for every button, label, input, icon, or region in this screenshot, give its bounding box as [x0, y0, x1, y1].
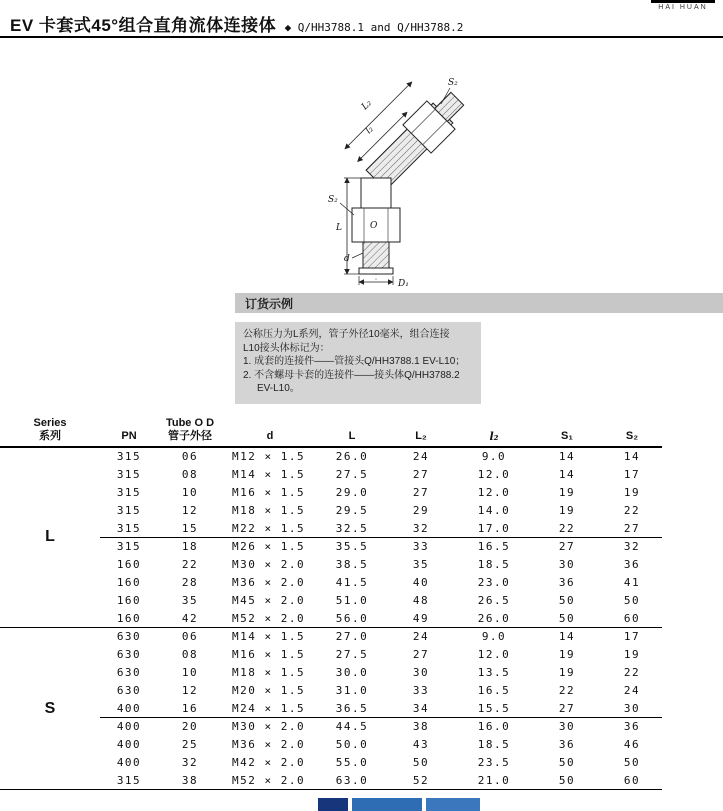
spec-cell: 27.0 [318, 627, 386, 645]
spec-cell: 19 [558, 648, 576, 662]
spec-cell: 06 [181, 450, 199, 464]
spec-row [0, 771, 662, 789]
order-line: 2. 不含螺母卡套的连接件——接头体Q/HH3788.2 [243, 369, 460, 381]
page-title-standards: ◆ Q/HH3788.1 and Q/HH3788.2 [284, 21, 464, 34]
footer-brand-block [352, 798, 422, 811]
spec-cell: 16.5 [456, 537, 532, 555]
spec-cell: 30 [532, 717, 602, 735]
spec-cell: M14 × 1.5 [222, 627, 318, 645]
spec-cell: 18 [158, 537, 222, 555]
spec-cell: 36 [558, 575, 576, 589]
leader-d [352, 253, 363, 258]
spec-cell: 160 [116, 575, 142, 589]
spec-cell: 23.5 [477, 755, 511, 769]
spec-cell: 38.5 [335, 558, 369, 572]
spec-row [0, 447, 662, 466]
spec-cell: 50 [558, 611, 576, 625]
spec-cell: 315 [100, 771, 158, 789]
dim-label-L: L [336, 223, 342, 233]
spec-cell: 315 [116, 468, 142, 482]
spec-cell: M12 × 1.5 [232, 450, 306, 464]
series-label-L: L [0, 447, 100, 627]
col-header-tube-od [158, 417, 222, 447]
spec-cell: 19 [558, 503, 576, 517]
spec-cell: 30 [623, 701, 641, 715]
spec-cell: 315 [116, 521, 142, 535]
brand-name: HAI HUAN [658, 4, 708, 11]
spec-cell: 19 [558, 485, 576, 499]
spec-cell: 400 [116, 755, 142, 769]
spec-cell: 315 [116, 450, 142, 464]
spec-cell: 15 [181, 521, 199, 535]
spec-row [0, 736, 662, 754]
spec-cell: 315 [116, 485, 142, 499]
order-example-header [235, 293, 723, 313]
order-line: 公称压力为L系列，管子外径10毫米，组合连接 [243, 329, 450, 340]
col-header-series-zh: 系列 [39, 430, 61, 442]
spec-cell: 14 [623, 450, 641, 464]
spec-cell: 28 [181, 575, 199, 589]
spec-cell: 26.0 [335, 450, 369, 464]
order-line: L10接头体标记为： [243, 342, 330, 354]
spec-cell: 41.5 [335, 575, 369, 589]
spec-cell: 22 [623, 503, 641, 517]
spec-cell: 31.0 [335, 683, 369, 697]
spec-row [0, 574, 662, 592]
page-title-row [10, 11, 463, 36]
spec-cell: 50 [532, 771, 602, 789]
spec-cell: 35 [181, 593, 199, 607]
spec-cell: 44.5 [318, 717, 386, 735]
spec-cell: 22 [558, 521, 576, 535]
spec-cell: 400 [100, 717, 158, 735]
spec-cell: 25 [181, 738, 199, 752]
spec-cell: 27 [412, 485, 430, 499]
spec-cell: 400 [116, 701, 142, 715]
spec-cell: M30 × 2.0 [232, 558, 306, 572]
col-header-d: d [222, 417, 318, 447]
spec-cell: M14 × 1.5 [232, 468, 306, 482]
spec-cell: 08 [181, 468, 199, 482]
spec-cell: M18 × 1.5 [232, 503, 306, 517]
col-header-S1: S₁ [532, 417, 602, 447]
spec-cell: 32.5 [335, 521, 369, 535]
spec-row [0, 537, 662, 555]
spec-cell: 630 [116, 648, 142, 662]
spec-cell: 160 [116, 611, 142, 625]
spec-cell: 17.0 [477, 521, 511, 535]
footer-brand-blocks [318, 798, 484, 811]
spec-cell: 33 [386, 537, 456, 555]
fitting-drawing [248, 48, 488, 293]
spec-cell: M20 × 1.5 [232, 683, 306, 697]
spec-table-head [0, 417, 662, 447]
spec-cell: 50 [412, 755, 430, 769]
spec-cell: 32 [602, 537, 662, 555]
spec-cell: 50 [558, 755, 576, 769]
spec-cell: 50 [623, 755, 641, 769]
spec-cell: 36.5 [335, 701, 369, 715]
spec-cell: 36 [623, 558, 641, 572]
spec-cell: 15.5 [477, 701, 511, 715]
spec-cell: 24 [623, 683, 641, 697]
spec-cell: 38 [158, 771, 222, 789]
spec-cell: 50 [558, 593, 576, 607]
spec-cell: 46 [623, 738, 641, 752]
spec-cell: 49 [412, 611, 430, 625]
spec-cell: M30 × 2.0 [222, 717, 318, 735]
brand-mark [651, 0, 715, 11]
spec-cell: M45 × 2.0 [232, 593, 306, 607]
spec-cell: 33 [412, 683, 430, 697]
spec-cell: 52 [386, 771, 456, 789]
spec-cell: 19 [558, 665, 576, 679]
order-example-body [235, 322, 481, 404]
spec-cell: 63.0 [318, 771, 386, 789]
spec-cell: 35.5 [318, 537, 386, 555]
spec-cell: 42 [181, 611, 199, 625]
spec-cell: 16.0 [456, 717, 532, 735]
footer-brand-block [426, 798, 480, 811]
order-line: EV-L10。 [257, 383, 300, 394]
spec-cell: 26.0 [477, 611, 511, 625]
dim-label-S1: S₂ [328, 195, 338, 205]
spec-cell: 26.5 [477, 593, 511, 607]
spec-cell: 60 [623, 611, 641, 625]
spec-cell: 50.0 [335, 738, 369, 752]
spec-cell: 315 [116, 503, 142, 517]
dim-label-l2: l₂ [364, 124, 376, 137]
spec-cell: 12 [181, 503, 199, 517]
spec-row [0, 681, 662, 699]
spec-cell: 43 [412, 738, 430, 752]
spec-cell: 19 [623, 648, 641, 662]
spec-cell: M24 × 1.5 [232, 701, 306, 715]
col-header-tube-zh: 管子外径 [168, 430, 212, 442]
spec-row [0, 484, 662, 502]
spec-cell: 630 [116, 683, 142, 697]
spec-row [0, 699, 662, 717]
spec-cell: 27 [558, 701, 576, 715]
spec-table [0, 417, 662, 790]
spec-cell: 21.0 [456, 771, 532, 789]
spec-cell: 12.0 [477, 648, 511, 662]
spec-cell: M16 × 1.5 [232, 485, 306, 499]
dim-label-d: d [344, 254, 350, 264]
spec-cell: 30 [412, 665, 430, 679]
spec-cell: 14 [558, 468, 576, 482]
spec-row [0, 646, 662, 664]
spec-cell: 36 [558, 738, 576, 752]
col-header-series [0, 417, 100, 447]
spec-cell: M42 × 2.0 [232, 755, 306, 769]
spec-row [0, 466, 662, 484]
spec-cell: 16.5 [477, 683, 511, 697]
order-example-title: 订货示例 [245, 296, 294, 311]
spec-cell: M16 × 1.5 [232, 648, 306, 662]
spec-row [0, 717, 662, 735]
spec-cell: 12.0 [477, 485, 511, 499]
spec-row [0, 627, 662, 645]
spec-cell: 60 [602, 771, 662, 789]
spec-cell: 56.0 [335, 611, 369, 625]
spec-cell: 32 [412, 521, 430, 535]
col-header-pn: PN [100, 417, 158, 447]
spec-cell: 27 [623, 521, 641, 535]
spec-cell: 9.0 [456, 627, 532, 645]
spec-cell: 22 [558, 683, 576, 697]
spec-cell: 14 [532, 627, 602, 645]
spec-cell: 160 [116, 558, 142, 572]
spec-cell: 23.0 [477, 575, 511, 589]
col-header-l2: l₂ [456, 417, 532, 447]
spec-cell: 315 [100, 537, 158, 555]
spec-cell: 19 [623, 485, 641, 499]
order-line: 1. 成套的连接件——管接头Q/HH3788.1 EV-L10； [243, 356, 466, 367]
spec-cell: 14.0 [477, 503, 511, 517]
spec-cell: 27 [412, 468, 430, 482]
washer [359, 268, 393, 274]
brand-rule [651, 0, 715, 3]
spec-cell: 51.0 [335, 593, 369, 607]
spec-cell: 10 [181, 485, 199, 499]
spec-cell: 13.5 [477, 665, 511, 679]
spec-cell: 36 [602, 717, 662, 735]
dim-label-S2: S₂ [448, 78, 458, 88]
spec-cell: 24 [412, 450, 430, 464]
spec-cell: 24 [386, 627, 456, 645]
spec-cell: 22 [623, 665, 641, 679]
dim-label-L2: L₂ [360, 98, 374, 113]
spec-cell: 40 [412, 575, 430, 589]
spec-cell: M36 × 2.0 [232, 575, 306, 589]
spec-cell: 27.5 [335, 468, 369, 482]
technical-drawing [248, 48, 488, 293]
spec-cell: 41 [623, 575, 641, 589]
threaded-stub [363, 242, 389, 268]
spec-cell: 12.0 [477, 468, 511, 482]
spec-cell: 27 [412, 648, 430, 662]
spec-cell: 32 [181, 755, 199, 769]
spec-cell: 9.0 [481, 450, 507, 464]
col-header-S2: S₂ [602, 417, 662, 447]
footer-brand-block [318, 798, 348, 811]
spec-row [0, 591, 662, 609]
spec-cell: 160 [116, 593, 142, 607]
spec-cell: 30.0 [335, 665, 369, 679]
spec-cell: 18.5 [477, 558, 511, 572]
spec-cell: 27 [532, 537, 602, 555]
col-header-series-en: Series [33, 417, 67, 429]
spec-cell: M52 × 2.0 [232, 611, 306, 625]
spec-cell: 22 [181, 558, 199, 572]
spec-cell: 50 [623, 593, 641, 607]
title-divider [0, 36, 723, 38]
spec-cell: 29 [412, 503, 430, 517]
spec-cell: M18 × 1.5 [232, 665, 306, 679]
spec-row [0, 609, 662, 627]
dim-label-O: O [370, 221, 378, 231]
spec-cell: M26 × 1.5 [222, 537, 318, 555]
series-label-S: S [0, 627, 100, 789]
spec-row [0, 664, 662, 682]
body-section [361, 178, 391, 208]
spec-cell: 30 [558, 558, 576, 572]
spec-cell: 400 [116, 738, 142, 752]
spec-cell: 55.0 [335, 755, 369, 769]
spec-table-body [0, 447, 662, 790]
spec-cell: 06 [158, 627, 222, 645]
spec-cell: 08 [181, 648, 199, 662]
spec-cell: 48 [412, 593, 430, 607]
spec-cell: 630 [100, 627, 158, 645]
spec-cell: 14 [558, 450, 576, 464]
page-title: EV 卡套式45°组合直角流体连接体 [10, 16, 277, 35]
spec-row [0, 556, 662, 574]
spec-cell: 18.5 [477, 738, 511, 752]
col-header-tube-en: Tube O D [165, 417, 215, 429]
col-header-L: L [318, 417, 386, 447]
dim-label-D1: D₁ [398, 279, 409, 289]
spec-cell: 630 [116, 665, 142, 679]
spec-row [0, 519, 662, 537]
col-header-L2: L₂ [386, 417, 456, 447]
spec-cell: M22 × 1.5 [232, 521, 306, 535]
spec-cell: 38 [386, 717, 456, 735]
spec-cell: 12 [181, 683, 199, 697]
spec-cell: M52 × 2.0 [222, 771, 318, 789]
spec-cell: 29.5 [335, 503, 369, 517]
spec-cell: 16 [181, 701, 199, 715]
spec-cell: 17 [602, 627, 662, 645]
spec-cell: 34 [412, 701, 430, 715]
spec-row [0, 754, 662, 772]
spec-row [0, 501, 662, 519]
spec-cell: 29.0 [335, 485, 369, 499]
spec-cell: M36 × 2.0 [232, 738, 306, 752]
spec-cell: 17 [623, 468, 641, 482]
spec-cell: 20 [158, 717, 222, 735]
spec-cell: 10 [181, 665, 199, 679]
spec-cell: 35 [412, 558, 430, 572]
spec-cell: 27.5 [335, 648, 369, 662]
